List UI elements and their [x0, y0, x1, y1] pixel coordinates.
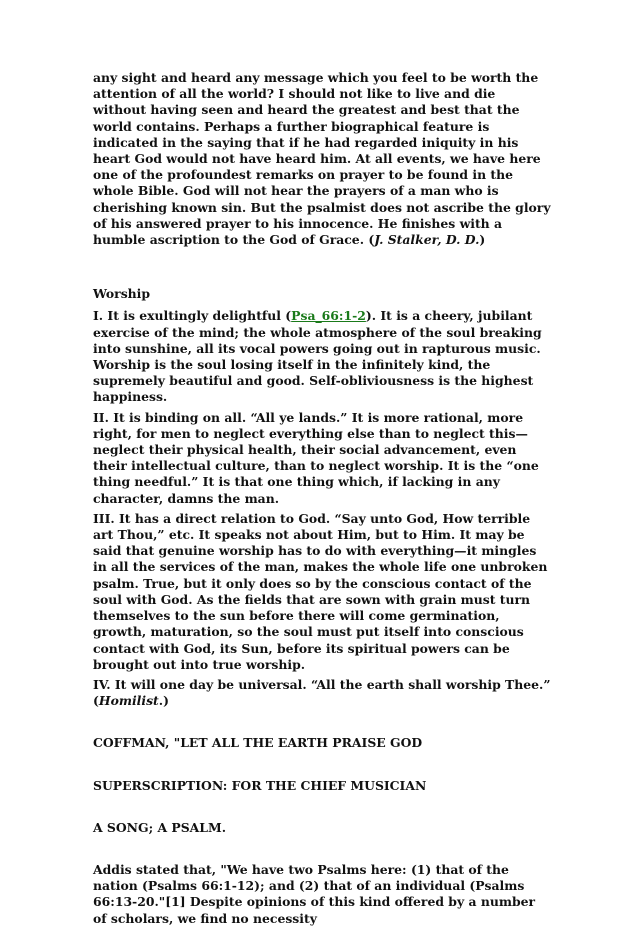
scripture-link[interactable]: Psa_66:1-2: [291, 308, 366, 324]
worship-point-1: I. It is exultingly delightful (Psa_66:1-2). It is a cheery, jubilant exercise of the mind; the whole atmosphere of the soul breaking into sunshine, all its vocal powers going out in rapturous music. Worship is the soul losing itself in the infinitely kind, the supremely beautiful and good. Self-obliviousness is the highest happiness.: [93, 308, 542, 405]
author-citation: J. Stalker, D. D.: [374, 232, 480, 248]
section-heading-worship: Worship: [93, 286, 151, 302]
worship-point-2: II. It is binding on all. “All ye lands.” It is more rational, more right, for men to neglect everything else than to neglect this—neglect their physical health, their social advancement, even their intellectual culture, than to neglect worship. It is the “one thing needful.” It is that one thing which, if lacking in any character, damns the man.: [93, 409, 539, 506]
song-label: A SONG; A PSALM.: [93, 819, 227, 835]
document-page: [93, 70, 551, 927]
worship-point-4: IV. It will one day be universal. “All the earth shall worship Thee.” (Homilist.): [93, 676, 551, 709]
intro-paragraph: any sight and heard any message which you feel to be worth the attention of all the world? I should not like to live and die without having seen and heard the greatest and best that the world contains. Perhaps a further biographical feature is indicated in the saying that if he had regarded iniquity in his heart God would not have heard him. At all events, we have here one of the profoundest remarks on prayer to be found in the whole Bible. God will not hear the prayers of a man who is cherishing known sin. But the psalmist does not ascribe the glory of his answered prayer to his innocence. He finishes with a humble ascription to the God of Grace. (J. Stalker, D. D.): [93, 70, 551, 248]
source-citation: Homilist: [98, 693, 159, 709]
coffman-title: COFFMAN, "LET ALL THE EARTH PRAISE GOD: [93, 735, 423, 751]
addis-paragraph: Addis stated that, "We have two Psalms here: (1) that of the nation (Psalms 66:1-12); and (2) that of an individual (Psalms 66:13-20."[1] Despite opinions of this kind offered by a number of scholars, we find no necessity: [93, 861, 536, 926]
worship-point-3: III. It has a direct relation to God. “Say unto God, How terrible art Thou,” etc. It speaks not about Him, but to Him. It may be said that genuine worship has to do with everything—it mingles in all the services of the man, makes the whole life one unbroken psalm. True, but it only does so by the conscious contact of the soul with God. As the fields that are sown with grain must turn themselves to the sun before there will come germination, growth, maturation, so the soul must put itself into conscious contact with God, its Sun, before its spiritual powers can be brought out into true worship.: [93, 510, 548, 672]
superscription: SUPERSCRIPTION: FOR THE CHIEF MUSICIAN: [93, 777, 427, 793]
